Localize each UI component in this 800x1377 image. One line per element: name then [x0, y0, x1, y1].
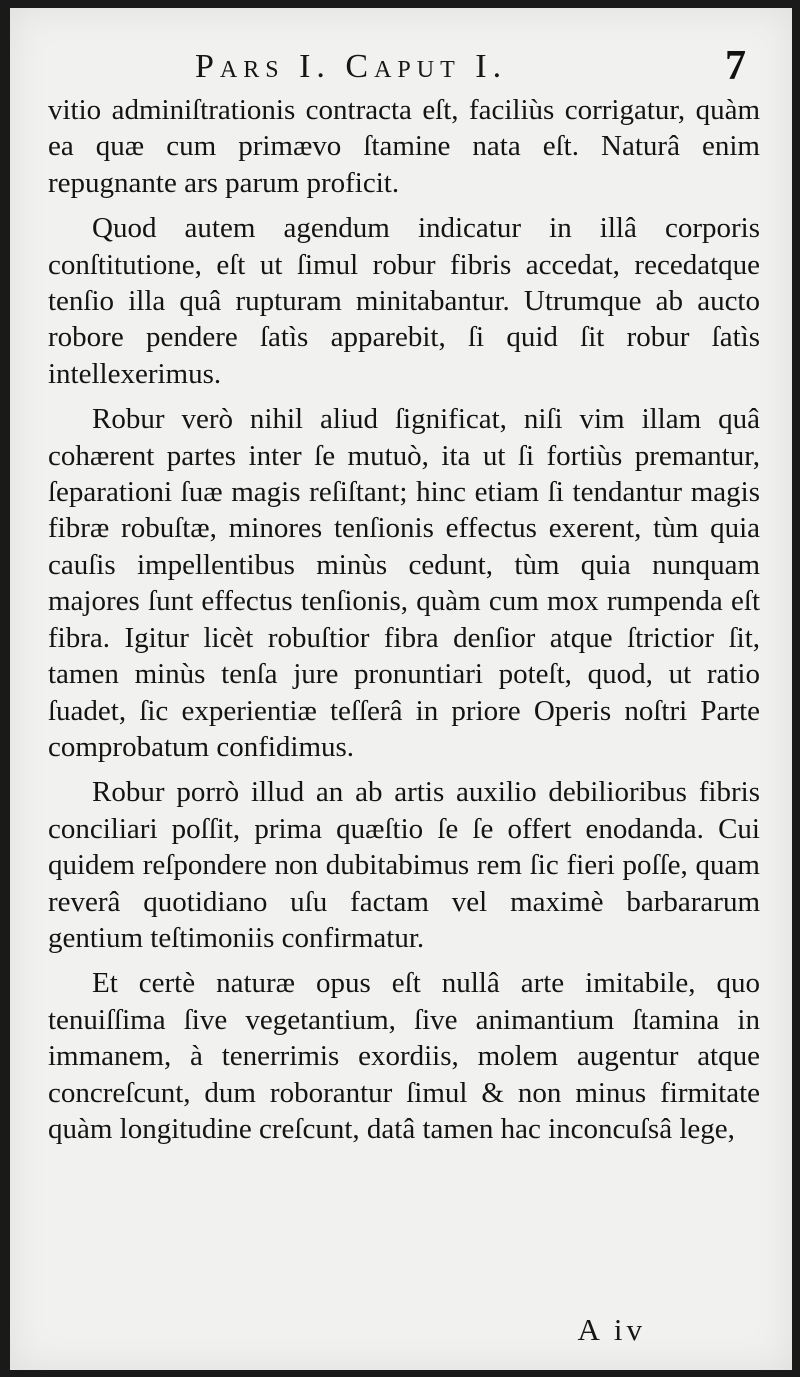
paragraph-continued: vitio adminiſtrationis contracta eſt, faciliùs corrigatur, quàm ea quæ cum primævo ſtamine nata eſt. Naturâ enim repugnante ars parum proficit. [48, 94, 760, 199]
running-head: Pars I. Caput I. [195, 48, 508, 85]
paragraph: Et certè naturæ opus eſt nullâ arte imitabile, quo tenuiſſima ſive vegetantium, ſive animantium ſtamina in immanem, à tenerrimis exordiis, molem augentur atque concreſcunt, dum roborantur ſimul & non minus firmitate quàm longitudine creſcunt, datâ tamen hac inconcuſsâ lege, [48, 967, 760, 1145]
book-page [10, 8, 792, 1370]
page-header [10, 8, 792, 98]
signature-mark: A iv [577, 1312, 646, 1347]
paragraph: Quod autem agendum indicatur in illâ corporis conſtitutione, eſt ut ſimul robur fibris accedat, recedatque tenſio illa quâ rupturam minitabantur. Utrumque ab aucto robore pendere ſatìs apparebit, ſi quid ſit robur ſatìs intellexerimus. [48, 212, 760, 390]
paragraph: Robur porrò illud an ab artis auxilio debilioribus fibris conciliari poſſit, prima quæſtio ſe ſe offert enodanda. Cui quidem reſpondere non dubitabimus rem ſic fieri poſſe, quam reverâ quotidiano uſu factam vel maximè barbararum gentium teſtimoniis confirmatur. [48, 776, 760, 954]
paragraph: Robur verò nihil aliud ſignificat, niſi vim illam quâ cohærent partes inter ſe mutuò, ita ut ſi fortiùs premantur, ſeparationi ſuæ magis reſiſtant; hinc etiam ſi tendantur magis fibræ robuſtæ, minores tenſionis effectus exerent, tùm quia cauſis impellentibus minùs cedunt, tùm quia nunquam majores ſunt effectus tenſionis, quàm cum mox rumpenda eſt fibra. Igitur licèt robuſtior fibra denſior atque ſtrictior ſit, tamen minùs tenſa jure pronuntiari poteſt, quod, ut ratio ſuadet, ſic experientiæ teſſerâ in priore Operis noſtri Parte comprobatum confidimus. [48, 403, 760, 763]
body-text [48, 92, 760, 1156]
page-number: 7 [725, 43, 746, 89]
